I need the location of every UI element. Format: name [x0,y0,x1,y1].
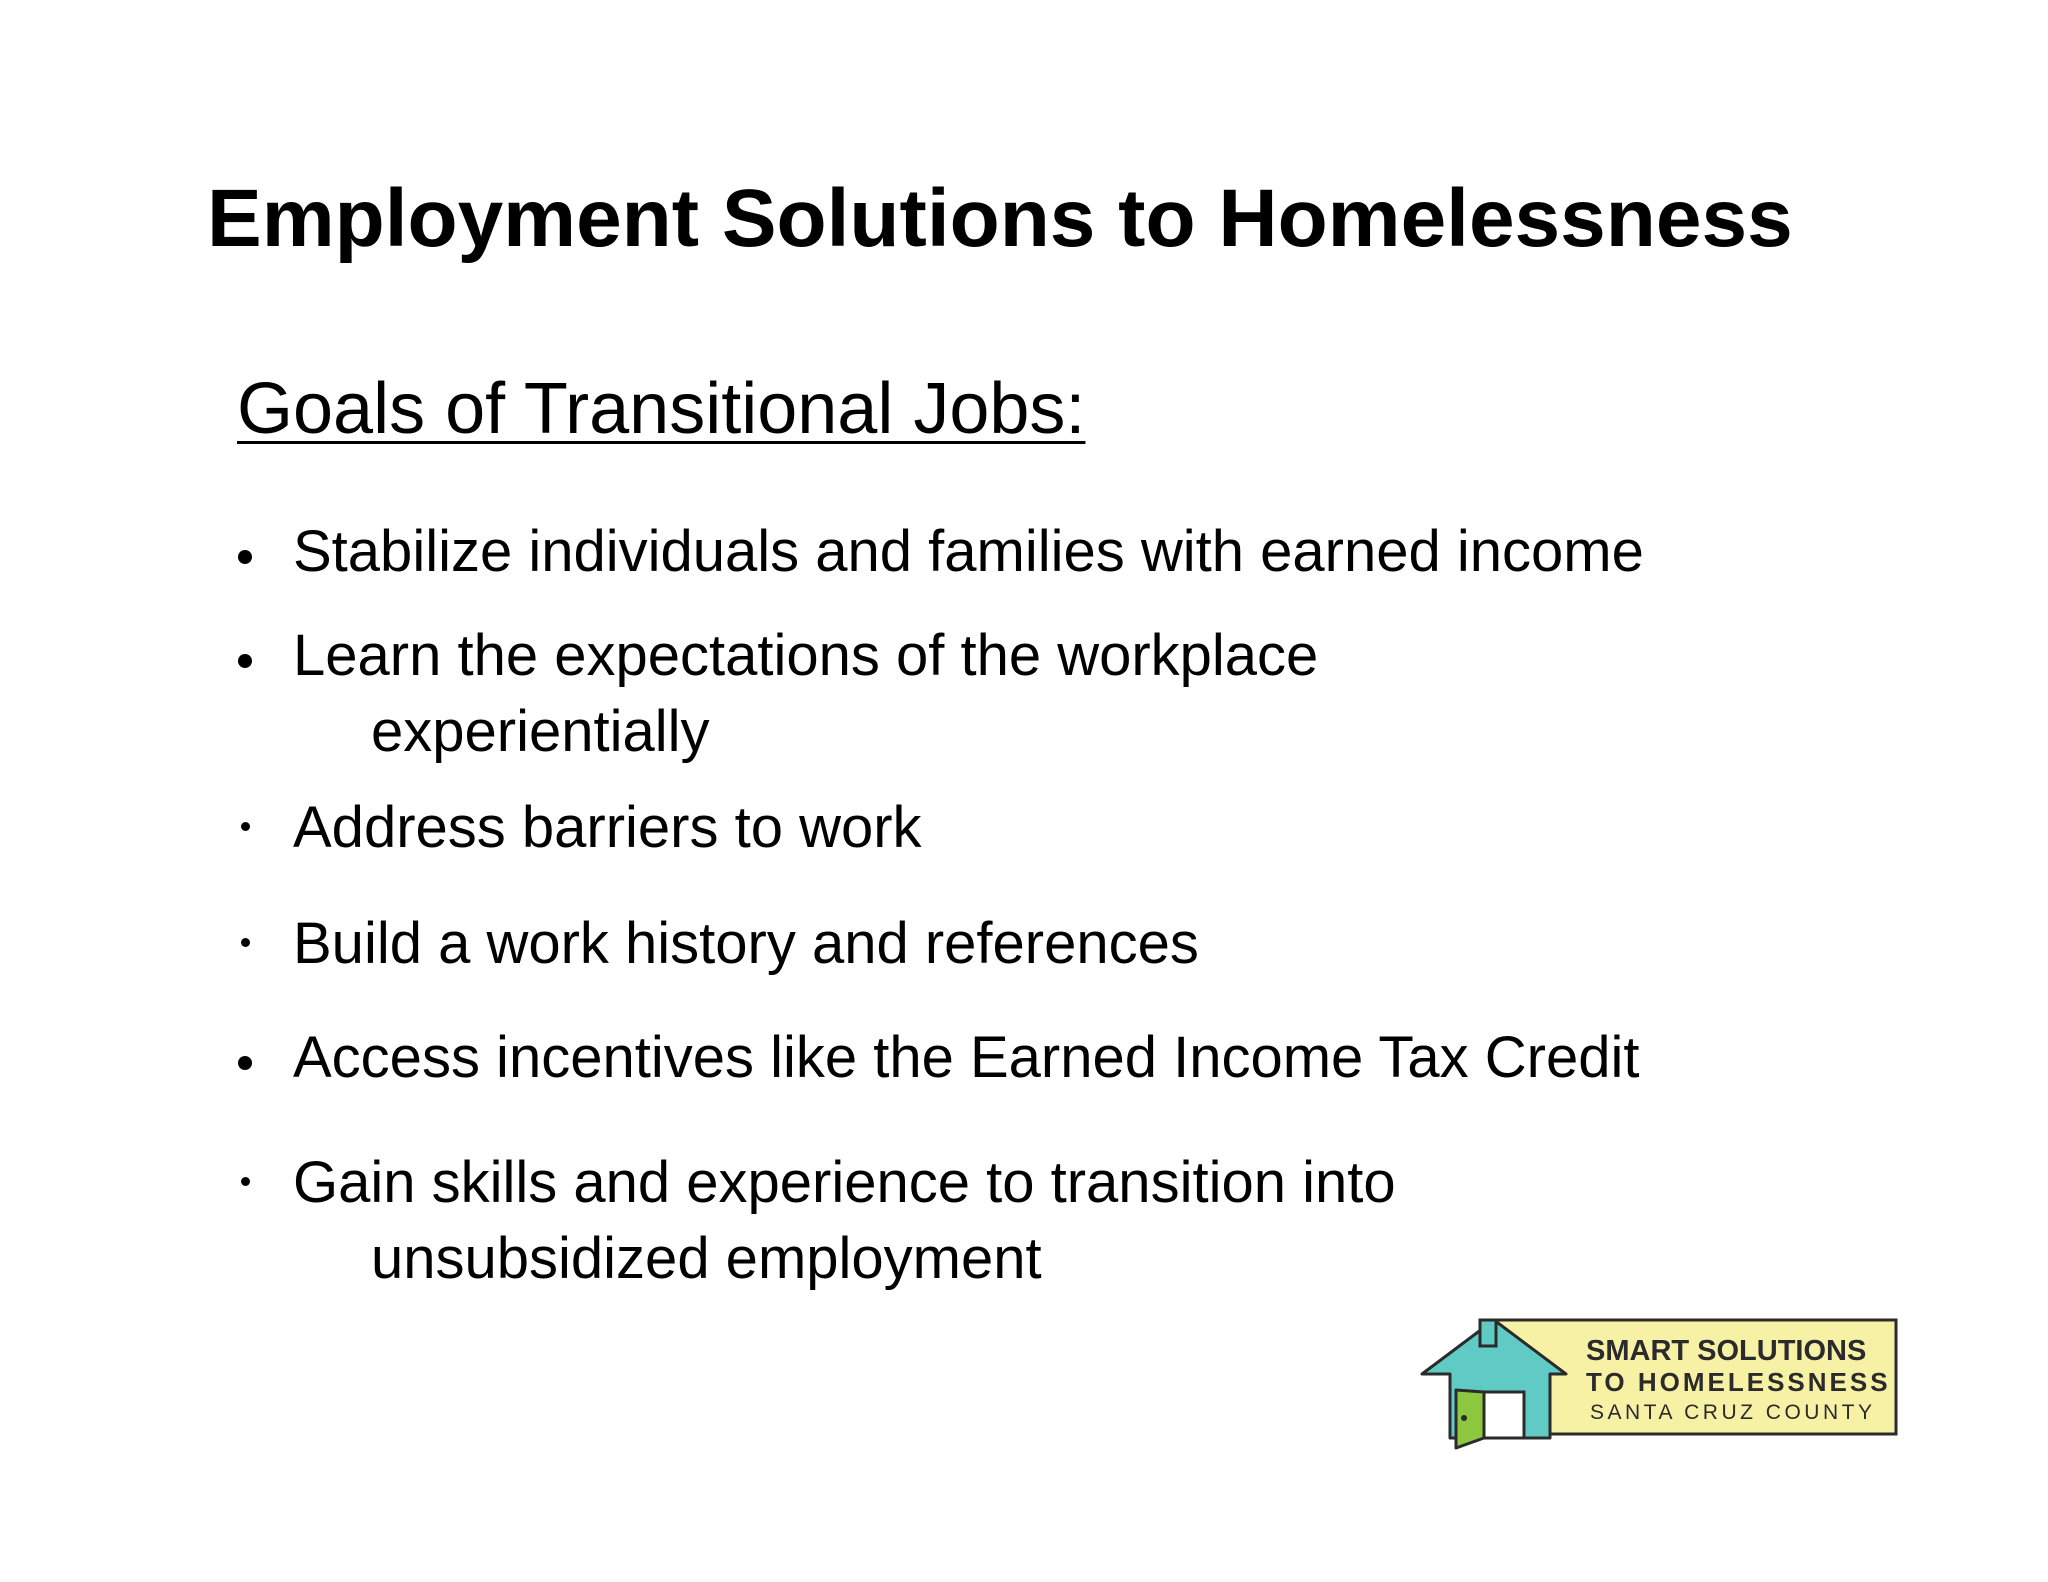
bullet-text: Stabilize individuals and families with earned income [293,519,1644,584]
bullet-text: Address barriers to work [293,795,922,860]
logo-line-3: SANTA CRUZ COUNTY [1590,1401,1876,1424]
smart-solutions-logo [1420,1318,1900,1453]
logo-line-1: SMART SOLUTIONS [1586,1335,1867,1367]
logo-line-2: TO HOMELESSNESS [1586,1367,1891,1397]
bullet-text: Learn the expectations of the workplace [293,623,1319,688]
bullet-text-continued: unsubsidized employment [371,1226,1042,1291]
section-subtitle: Goals of Transitional Jobs: [237,369,1086,449]
bullet-text-continued: experientially [371,699,710,764]
bullet-text: Access incentives like the Earned Income Tax Credit [293,1025,1640,1090]
bullet-text: Build a work history and references [293,911,1199,976]
slide-title: Employment Solutions to Homelessness [207,173,1793,264]
bullet-text: Gain skills and experience to transition into [293,1150,1396,1215]
logo-graphic [1420,1318,1900,1453]
